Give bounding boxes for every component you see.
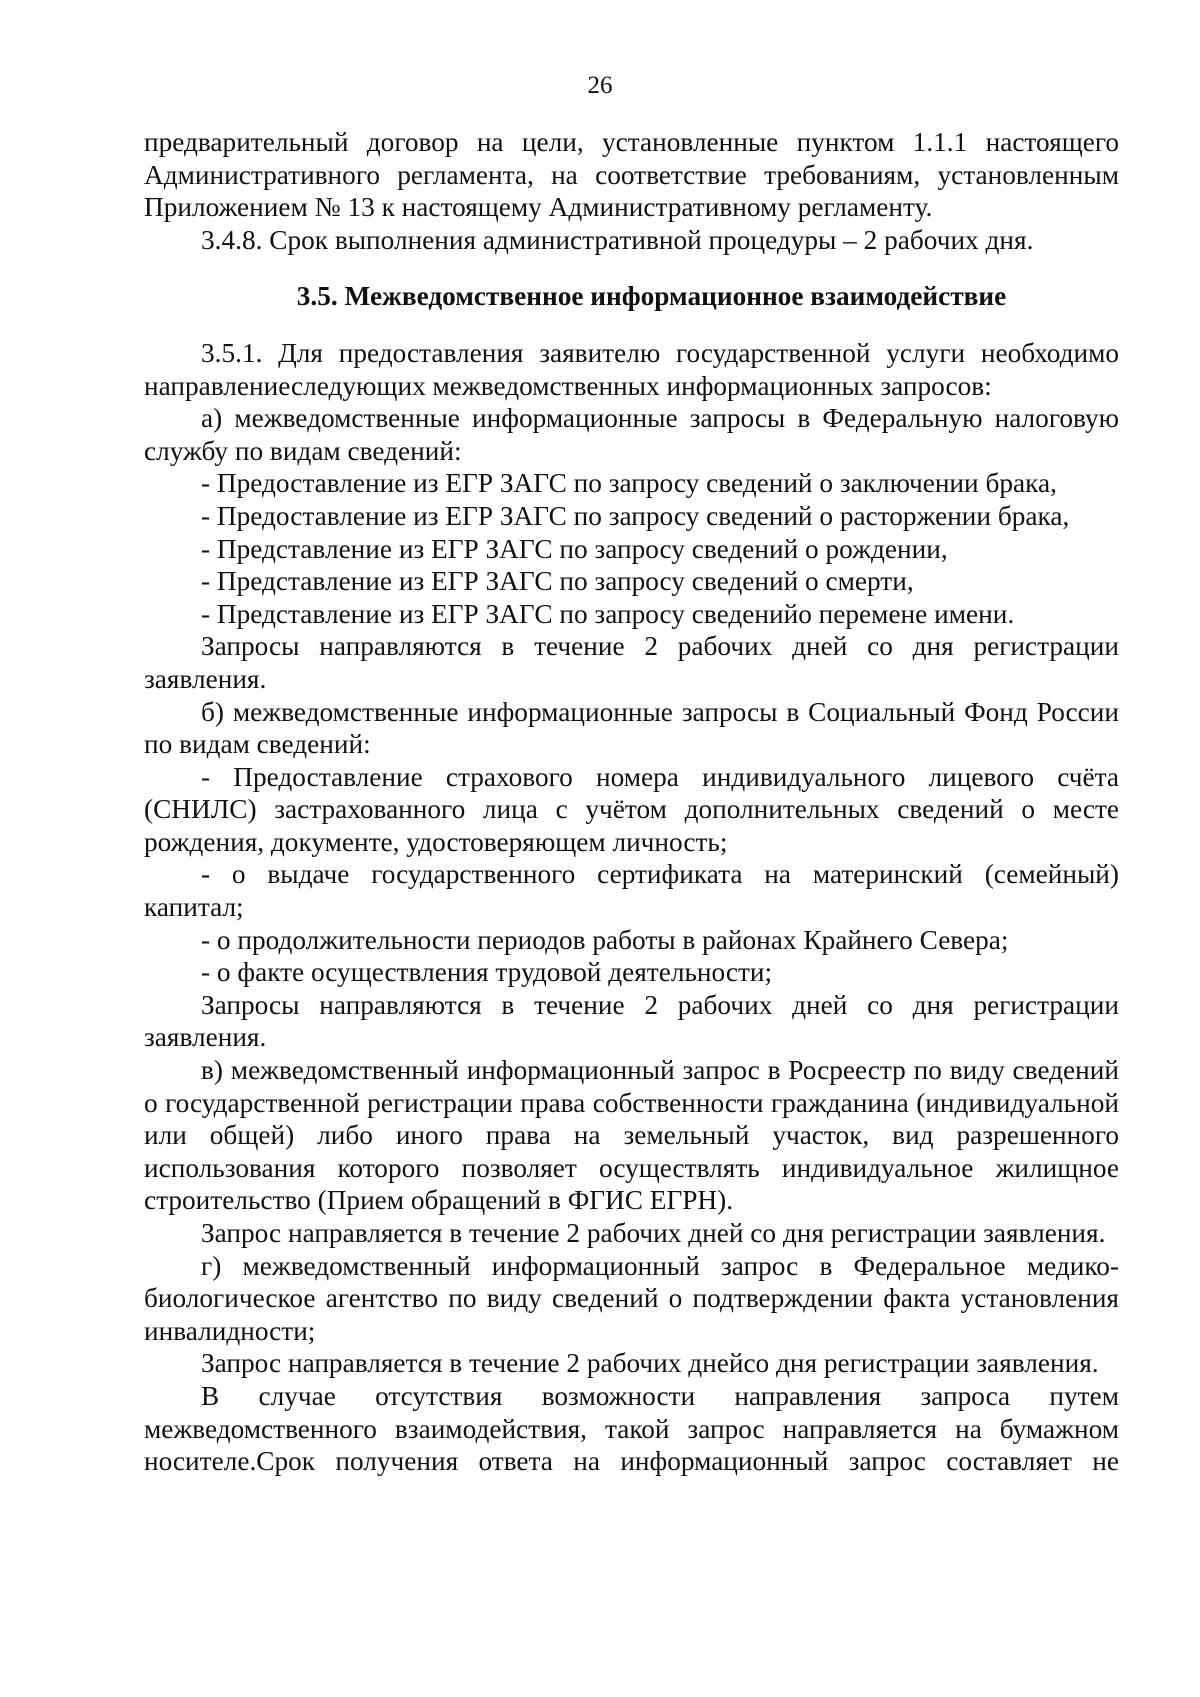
item-v-deadline: Запрос направляется в течение 2 рабочих дней со дня регистрации заявления.: [201, 1218, 1106, 1248]
paragraph-3-4-8: 3.4.8. Срок выполнения административной процедуры – 2 рабочих дня.: [201, 224, 1034, 255]
section-heading: 3.5. Межведомственное информационное взаимодействие: [296, 281, 1007, 312]
item-a-bullet: - Представление из ЕГР ЗАГС по запросу сведений о рождении,: [201, 533, 948, 564]
item-b-bullet: - о продолжительности периодов работы в районах Крайнего Севера;: [201, 924, 1009, 955]
item-a-bullet: - Предоставление из ЕГР ЗАГС по запросу сведений о расторжении брака,: [201, 500, 1070, 531]
item-a-bullet: - Представление из ЕГР ЗАГС по запросу сведенийо перемене имени.: [201, 598, 1015, 629]
item-b-bullet: - Предоставление страхового номера индивидуального лицевого счёта (СНИЛС) застрахованного лица с учётом дополнительных сведений о месте рождения, документе, удостоверяющем личность;: [144, 761, 1119, 857]
item-a-bullet: - Представление из ЕГР ЗАГС по запросу сведений о смерти,: [201, 566, 914, 597]
item-b-bullet: - о выдаче государственного сертификата на материнский (семейный) капитал;: [144, 859, 1119, 923]
item-g-deadline: Запрос направляется в течение 2 рабочих днейсо дня регистрации заявления.: [201, 1348, 1099, 1379]
intro-paragraph: предварительный договор на цели, установленные пунктом 1.1.1 настоящего Административного регламента, на соответствие требованиям, установленным Приложением № 13 к настоящему Административному регламенту.: [144, 127, 1119, 223]
item-b-bullet: - о факте осуществления трудовой деятельности;: [201, 957, 773, 988]
paragraph-3-5-1: 3.5.1. Для предоставления заявителю государственной услуги необходимо направлениеследующих межведомственных информационных запросов:: [144, 337, 1119, 401]
page-number: 26: [587, 72, 613, 99]
item-a-text: а) межведомственные информационные запросы в Федеральную налоговую службу по видам сведений:: [144, 403, 1119, 466]
item-v-text: в) межведомственный информационный запрос в Росреестр по виду сведений о государственной регистрации права собственности гражданина (индивидуальной или общей) либо иного права на земельный участок, вид разрешенного использования которого позволяет осуществлять индивидуальное жилищное строительство (Прием обращений в ФГИС ЕГРН).: [144, 1055, 1119, 1216]
item-g-text: г) межведомственный информационный запрос в Федеральное медико-биологическое агентство по виду сведений о подтверждении факта установления инвалидности;: [144, 1250, 1119, 1346]
document-body: [144, 126, 1119, 1478]
item-b-deadline: Запросы направляются в течение 2 рабочих дней со дня регистрации заявления.: [144, 989, 1119, 1053]
item-a-bullet: - Предоставление из ЕГР ЗАГС по запросу сведений о заключении брака,: [201, 468, 1057, 499]
item-b-text: б) межведомственные информационные запросы в Социальный Фонд России по видам сведений:: [144, 696, 1119, 760]
item-a-deadline: Запросы направляются в течение 2 рабочих дней со дня регистрации заявления.: [144, 631, 1119, 694]
final-paragraph: В случае отсутствия возможности направления запроса путем межведомственного взаимодействия, такой запрос направляется на бумажном носителе.Срок получения ответа на информационный запрос составляет не: [144, 1380, 1119, 1477]
